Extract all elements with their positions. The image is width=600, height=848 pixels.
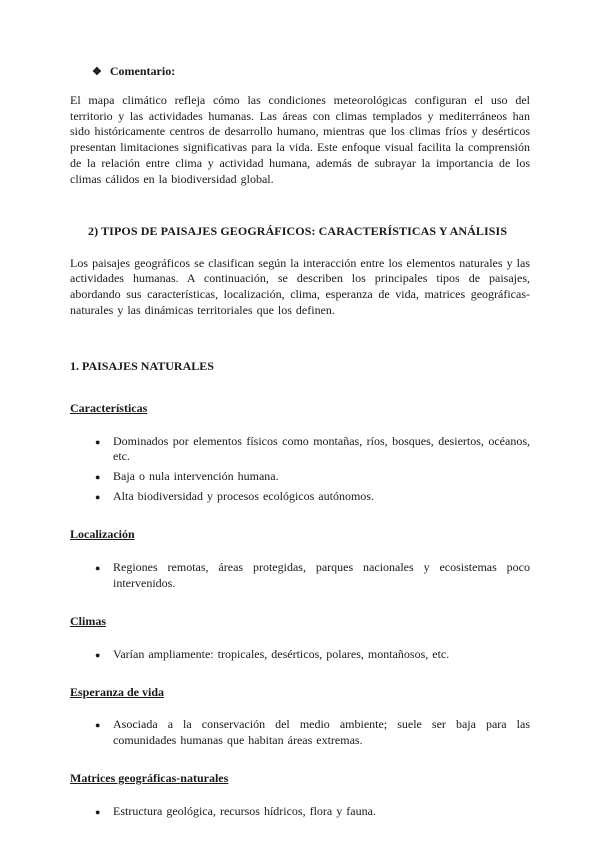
bullet-icon: ● (95, 472, 101, 483)
list-item (95, 647, 530, 663)
list-item (95, 434, 530, 466)
bullet-icon: ● (95, 436, 101, 447)
list-item (95, 560, 530, 592)
list-item (95, 717, 530, 749)
comment-label: Comentario: (109, 64, 176, 78)
list-item-text: Alta biodiversidad y procesos ecológicos autónomos. (113, 489, 374, 504)
block-title-esperanza-de-vida: Esperanza de vida (70, 684, 165, 699)
bullet-icon: ● (95, 720, 101, 731)
list-item-text: Dominados por elementos físicos como montañas, ríos, bosques, desiertos, océanos, etc. (113, 433, 530, 464)
block-title-localizacion: Localización (70, 527, 135, 542)
section-2-intro-paragraph: Los paisajes geográficos se clasifican según la interacción entre los elementos naturales y las actividades humanas. A continuación, se describen los principales tipos de paisajes, abordando sus características, localización, clima, esperanza de vida, matrices geográficas-naturales y las dinámicas territoriales que los definen. (70, 255, 530, 318)
list-item-text: Regiones remotas, áreas protegidas, parques nacionales y ecosistemas poco intervenidos. (113, 560, 530, 590)
diamond-bullet-icon: ❖ (92, 66, 102, 78)
comment-heading (92, 64, 530, 80)
list-item-text: Asociada a la conservación del medio ambiente; suele ser baja para las comunidades humanas que habitan áreas extremas. (113, 717, 530, 748)
bullet-icon: ● (95, 649, 101, 660)
section-2-heading: 2) TIPOS DE PAISAJES GEOGRÁFICOS: CARACTERÍSTICAS Y ANÁLISIS (88, 223, 508, 238)
list-item-text: Varían ampliamente: tropicales, desérticos, polares, montañosos, etc. (113, 646, 450, 661)
block-title-caracteristicas: Características (70, 400, 148, 415)
list-item-text: Estructura geológica, recursos hídricos, flora y fauna. (113, 803, 376, 818)
block-title-matrices-geograficas-naturales: Matrices geográficas-naturales (70, 771, 229, 786)
subsection-1-heading: 1. PAISAJES NATURALES (70, 358, 214, 373)
list-item-text: Baja o nula intervención humana. (113, 469, 279, 484)
bullet-icon: ● (95, 806, 101, 817)
list-item (95, 489, 530, 505)
list-item (95, 804, 530, 820)
bullet-icon: ● (95, 563, 101, 574)
block-title-climas: Climas (70, 613, 106, 628)
comment-paragraph: El mapa climático refleja cómo las condiciones meteorológicas configuran el uso del territorio y las actividades humanas. Las áreas con climas templados y mediterráneos han sido históricamente centros de desarrollo humano, mientras que los climas fríos y desérticos presentan limitaciones significativas para la vida. Este enfoque visual facilita la comprensión de la relación entre clima y actividad humana, además de subrayar la importancia de los climas cálidos en la biodiversidad global. (70, 92, 530, 186)
list-item (95, 469, 530, 485)
bullet-icon: ● (95, 492, 101, 503)
